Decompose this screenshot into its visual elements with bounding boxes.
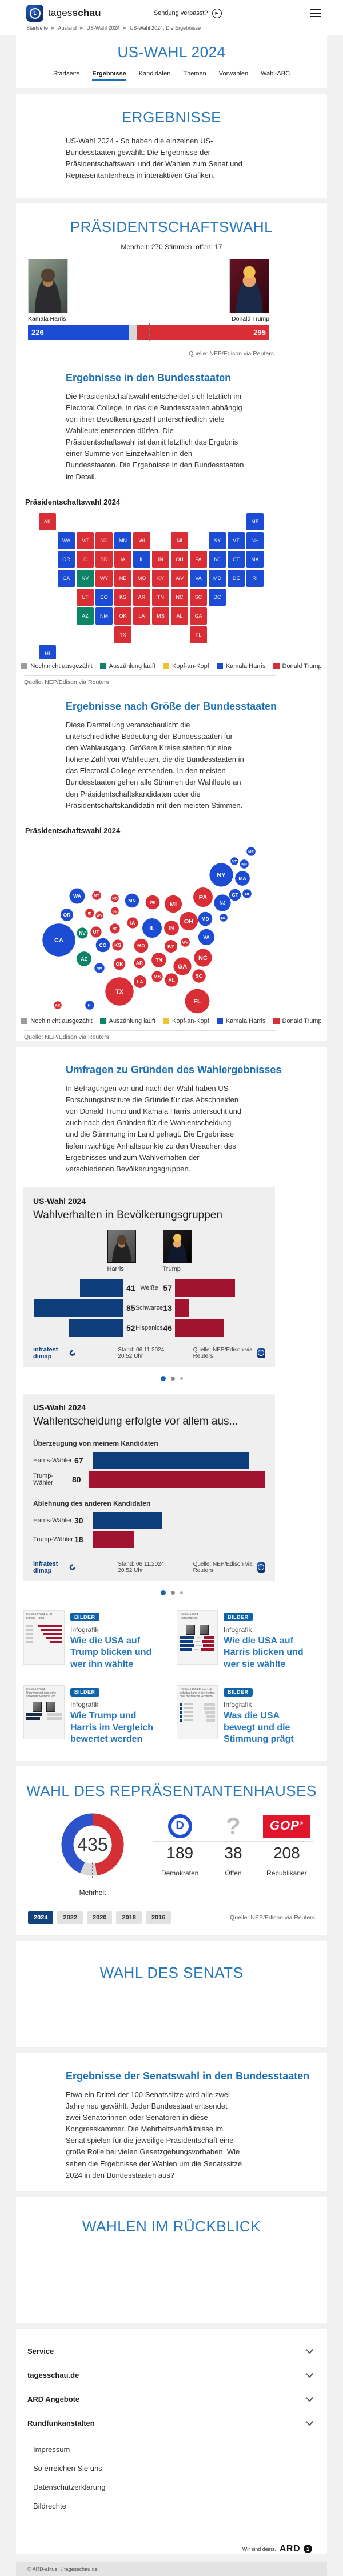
- svg-text:HI: HI: [45, 650, 50, 657]
- size-text: Diese Darstellung veranschaulicht die unterschiedliche Bedeutung der Bundesstaaten für den Wahlausgang. Größere Kreise stehen für eine höhere Zahl von Wahlleuten, die die Bundesstaaten in das Electoral College entsenden. In den meisten Bundesstaaten gehen alle Stimmen der Wahlleute an den Präsidentschaftskandidaten oder die Präsidentschaftskandidatin mit den meisten Stimmen.: [66, 720, 244, 810]
- review-title: WAHLEN IM RÜCKBLICK: [82, 2217, 261, 2235]
- teaser-kicker: Infografik: [224, 1625, 252, 1634]
- footer-link[interactable]: Impressum: [33, 2445, 70, 2454]
- infographic-headline: Wahlverhalten in Bevölkerungsgruppen: [33, 1209, 222, 1221]
- house-donut-block: [35, 1811, 150, 1897]
- teaser-kicker: Infografik: [70, 1701, 99, 1709]
- svg-text:SD: SD: [100, 556, 108, 562]
- svg-text:OH: OH: [184, 918, 194, 925]
- us-bubble-map[interactable]: [24, 838, 287, 1014]
- tab-startseite[interactable]: Startseite: [53, 70, 80, 77]
- states-text: Die Präsidentschaftswahl entscheidet sich letztlich im Electoral College, in das die Bundesstaaten abhängig von ihrer Bevölkerungszahl unterschiedlich viele Wahlleute entsenden dürfen. Die Präsidentschaftswahl ist damit letztlich das Ergebnis einer Summe von Einzelwahlen in den Bundesstaaten. Die Ergebnisse in den Bundesstaaten im Detail.: [66, 391, 244, 481]
- year-button-2018[interactable]: 2018: [116, 1911, 141, 1924]
- house-card: [16, 1766, 327, 1935]
- legend-swatch: [21, 1018, 27, 1024]
- svg-text:TN: TN: [157, 594, 164, 600]
- democrats-logo: D: [168, 1814, 192, 1838]
- svg-text:NE: NE: [112, 927, 118, 931]
- legend-swatch: [100, 663, 106, 669]
- svg-text:MN: MN: [119, 537, 127, 543]
- legend-item: Kamala Harris: [217, 1018, 266, 1025]
- dot-active[interactable]: [161, 1590, 166, 1595]
- footer-accordion: [16, 2339, 327, 2435]
- svg-text:NC: NC: [198, 954, 208, 962]
- open-label: Offen: [225, 1869, 242, 1877]
- svg-text:AR: AR: [135, 959, 143, 966]
- svg-text:TN: TN: [155, 957, 162, 963]
- teaser-thumbnail: US-Wahl 2024 Entwickelt sich das Land in die richtige oder die falsche Richtung?: [177, 1685, 218, 1739]
- trump-thumb-label: Trump: [162, 1265, 181, 1273]
- svg-text:SC: SC: [194, 594, 202, 600]
- svg-text:CA: CA: [62, 575, 70, 581]
- breadcrumb-arrow-icon: ▶: [79, 26, 83, 30]
- legend-swatch: [163, 1018, 169, 1024]
- svg-text:VT: VT: [232, 859, 237, 864]
- polls-card: [16, 1047, 327, 1761]
- breadcrumb-item[interactable]: Startseite: [26, 25, 49, 31]
- svg-text:ND: ND: [112, 897, 118, 901]
- play-icon[interactable]: ▶: [212, 9, 222, 18]
- footer-accordion-tagesschaude[interactable]: tagesschau.de: [27, 2363, 316, 2387]
- chevron-down-icon: [306, 2346, 313, 2354]
- svg-text:OR: OR: [62, 556, 70, 562]
- stand-label: Stand: 06.11.2024, 20:52 Uhr: [118, 1561, 166, 1574]
- sendung-verpasst-label: Sendung verpasst?: [153, 10, 208, 17]
- polls-heading: Umfragen zu Gründen des Wahlergebnisses: [66, 1063, 282, 1075]
- svg-text:AK: AK: [55, 1003, 61, 1008]
- tab-themen[interactable]: Themen: [183, 70, 206, 77]
- svg-text:UT: UT: [93, 929, 99, 935]
- demographics-row: 41 Weiße 57: [33, 1279, 265, 1297]
- year-button-2020[interactable]: 2020: [87, 1911, 112, 1924]
- svg-text:WY: WY: [96, 914, 103, 918]
- breadcrumb-item[interactable]: US-Wahl 2024: [86, 25, 120, 31]
- svg-text:WV: WV: [182, 941, 189, 945]
- svg-text:FL: FL: [193, 998, 201, 1005]
- quelle-label: Quelle: NEP/Edison via Reuters: [193, 1561, 253, 1574]
- svg-text:WI: WI: [149, 899, 156, 905]
- svg-text:IA: IA: [130, 919, 135, 926]
- hub-tabs: [16, 70, 327, 81]
- svg-text:MI: MI: [169, 901, 177, 908]
- legend-item: Noch nicht ausgezählt: [21, 663, 92, 670]
- decision-row: Harris-Wähler 67: [33, 1452, 265, 1469]
- breadcrumb-item[interactable]: Ausland: [58, 25, 77, 31]
- svg-text:CO: CO: [99, 942, 107, 948]
- candidate-thumbs: [33, 1230, 265, 1273]
- svg-text:ME: ME: [248, 850, 254, 854]
- svg-text:SD: SD: [112, 909, 118, 914]
- svg-text:OK: OK: [119, 613, 127, 619]
- svg-text:IL: IL: [149, 925, 155, 932]
- tab-vorwahlen[interactable]: Vorwahlen: [218, 70, 249, 77]
- teaser-headline[interactable]: Wie die USA auf Harris blicken und wer sie wählte: [224, 1635, 304, 1669]
- infographic-demographics: [23, 1187, 275, 1367]
- svg-text:WA: WA: [62, 537, 71, 543]
- svg-text:SC: SC: [196, 973, 202, 979]
- svg-text:MO: MO: [137, 942, 145, 949]
- dot[interactable]: [171, 1591, 175, 1595]
- svg-text:DC: DC: [213, 594, 221, 600]
- stand-label: Stand: 06.11.2024, 20:52 Uhr: [118, 1346, 166, 1359]
- svg-text:RI: RI: [252, 575, 258, 581]
- legend-swatch: [217, 663, 223, 669]
- decision-group: Überzeugung von meinem Kandidaten Harris-Wähler 67 Trump-Wähler 80: [33, 1439, 265, 1488]
- legend-item: Noch nicht ausgezählt: [21, 1018, 92, 1025]
- teaser-kicker: Infografik: [224, 1701, 252, 1709]
- footer-accordion-ardangebote[interactable]: ARD Angebote: [27, 2387, 316, 2411]
- teaser-headline[interactable]: Wie die USA auf Trump blicken und wer ihn wählte: [70, 1635, 152, 1669]
- svg-text:ND: ND: [100, 537, 108, 543]
- svg-text:PA: PA: [198, 894, 208, 901]
- svg-text:MT: MT: [94, 894, 99, 898]
- hub-card: [16, 35, 327, 88]
- year-filter: [28, 1911, 315, 1924]
- teaser-comparison[interactable]: [23, 1685, 156, 1745]
- ev-segment-harris: 226: [28, 325, 129, 340]
- senate-title: WAHL DES SENATS: [99, 1963, 244, 1981]
- year-button-2022[interactable]: 2022: [57, 1911, 82, 1924]
- svg-text:KS: KS: [119, 594, 127, 600]
- svg-text:OH: OH: [176, 556, 184, 562]
- svg-text:LA: LA: [137, 978, 143, 985]
- svg-text:AK: AK: [43, 518, 51, 525]
- intro-title: ERGEBNISSE: [121, 109, 222, 126]
- page-title: US-WAHL 2024: [117, 43, 226, 61]
- footer-link[interactable]: Datenschutzerklärung: [33, 2482, 106, 2491]
- svg-text:MS: MS: [157, 613, 165, 619]
- teaser-mood[interactable]: [177, 1685, 309, 1745]
- infratest-dimap-logo: infratest dimap: [33, 1561, 75, 1574]
- dimap-arc-icon: [69, 1563, 77, 1572]
- svg-text:CT: CT: [232, 891, 238, 898]
- gop-logo: GOP®: [263, 1815, 310, 1838]
- svg-text:ID: ID: [82, 556, 88, 562]
- senate-states-card: [16, 2053, 327, 2191]
- tab-ergebnisse[interactable]: Ergebnisse: [92, 70, 126, 81]
- site-footer: [16, 2329, 327, 2554]
- senate-states-heading: Ergebnisse der Senatswahl in den Bundesstaaten: [66, 2070, 310, 2082]
- carousel-dots[interactable]: [16, 1590, 327, 1595]
- svg-text:WY: WY: [99, 575, 109, 581]
- bubble-chart-title: Präsidentschaftswahl 2024: [25, 826, 121, 835]
- bilder-badge: BILDER: [224, 1688, 253, 1697]
- svg-text:KY: KY: [157, 575, 165, 581]
- house-stats: [153, 1811, 313, 1897]
- map-source-line: Quelle: NEP/Edison via Reuters: [24, 675, 276, 686]
- decision-row: Trump-Wähler 18: [33, 1531, 265, 1548]
- legend-swatch: [163, 663, 169, 669]
- teaser-headline[interactable]: Wie Trump und Harris im Vergleich bewertet werden: [70, 1711, 153, 1745]
- map-chart-title: Präsidentschaftswahl 2024: [25, 497, 121, 506]
- svg-text:FL: FL: [195, 631, 202, 638]
- svg-text:MD: MD: [213, 575, 221, 581]
- ev-segment-trump: 295: [137, 325, 269, 340]
- svg-text:435: 435: [77, 1834, 108, 1855]
- footer-link[interactable]: So erreichen Sie uns: [33, 2463, 102, 2473]
- svg-text:GA: GA: [177, 963, 188, 970]
- year-button-2024[interactable]: 2024: [28, 1911, 53, 1924]
- teaser-thumbnail: US-Wahl 2024 Überwiegend gute oder schlechte Meinung von...: [23, 1685, 65, 1739]
- svg-text:IN: IN: [158, 556, 163, 562]
- teaser-harris-profile[interactable]: [177, 1610, 309, 1670]
- hamburger-menu-icon[interactable]: [310, 9, 321, 17]
- footer-accordion-service[interactable]: Service: [27, 2339, 316, 2363]
- legend-swatch: [273, 1018, 280, 1024]
- svg-text:OK: OK: [115, 961, 123, 967]
- dot[interactable]: [180, 1591, 183, 1594]
- svg-text:KY: KY: [167, 943, 174, 949]
- footer-links: [27, 2435, 316, 2518]
- svg-text:ME: ME: [251, 518, 259, 525]
- electoral-college-bar[interactable]: [28, 325, 269, 340]
- tagesschau-mini-icon: [257, 1348, 265, 1358]
- teaser-trump-profile[interactable]: [23, 1610, 156, 1670]
- harris-photo: [28, 259, 68, 313]
- breadcrumb-arrow-icon: ▶: [123, 26, 126, 30]
- svg-text:CO: CO: [100, 594, 108, 600]
- svg-text:AL: AL: [168, 977, 175, 983]
- carousel-dots[interactable]: [16, 1376, 327, 1381]
- bubble-results-block: [16, 701, 327, 1041]
- open-seats: 38: [224, 1843, 242, 1862]
- svg-text:PA: PA: [195, 556, 202, 562]
- svg-text:NE: NE: [119, 575, 127, 581]
- chevron-down-icon: [306, 2418, 313, 2426]
- chevron-down-icon: [306, 2370, 313, 2378]
- legend-item: Donald Trump: [273, 663, 322, 670]
- dem-seats: 189: [166, 1843, 194, 1862]
- dot[interactable]: [171, 1377, 175, 1381]
- bubble-legend: [16, 1018, 327, 1025]
- svg-text:OR: OR: [63, 911, 71, 918]
- svg-text:DE: DE: [221, 916, 226, 921]
- svg-text:UT: UT: [82, 594, 89, 600]
- svg-text:KS: KS: [114, 942, 121, 948]
- map-legend: [16, 663, 327, 670]
- svg-text:NM: NM: [100, 613, 108, 619]
- svg-text:NH: NH: [241, 862, 247, 867]
- legend-item: Auszählung läuft: [100, 663, 155, 670]
- legend-item: Auszählung läuft: [100, 1018, 155, 1025]
- svg-text:IL: IL: [139, 556, 144, 562]
- legend-swatch: [217, 1018, 223, 1024]
- svg-text:VA: VA: [203, 934, 210, 940]
- legend-swatch: [21, 663, 27, 669]
- bilder-badge: BILDER: [70, 1688, 99, 1697]
- intro-card: [16, 94, 327, 198]
- teaser-headline[interactable]: Was die USA bewegt und die Stimmung prägt: [224, 1711, 294, 1745]
- legend-swatch: [100, 1018, 106, 1024]
- infographic-headline: Wahlentscheidung erfolgte vor allem aus...: [33, 1415, 238, 1427]
- house-donut-chart[interactable]: [50, 1811, 135, 1885]
- year-buttons: [28, 1911, 175, 1924]
- dimap-arc-icon: [69, 1349, 77, 1358]
- candidates-block: [28, 259, 274, 323]
- dot-active[interactable]: [161, 1376, 166, 1381]
- svg-text:DE: DE: [232, 575, 240, 581]
- svg-text:MN: MN: [128, 897, 136, 903]
- senate-card: [16, 1941, 327, 2047]
- legend-item: Kamala Harris: [217, 663, 266, 670]
- source-line: Quelle: NEP/Edison via Reuters: [28, 347, 274, 357]
- svg-text:MA: MA: [251, 556, 259, 562]
- infographic-decision: [23, 1394, 275, 1581]
- sendung-verpasst-link[interactable]: [154, 9, 222, 18]
- legend-item: Donald Trump: [273, 1018, 322, 1025]
- president-card: [16, 203, 327, 1041]
- trump-name: Donald Trump: [232, 315, 269, 322]
- demographics-row: 52 Hispanics 46: [33, 1319, 265, 1337]
- majority-label: Mehrheit: [79, 1888, 106, 1897]
- house-title: WAHL DES REPRÄSENTANTENHAUSES: [26, 1782, 317, 1799]
- svg-text:VT: VT: [233, 537, 240, 543]
- rep-label: Republikaner: [266, 1869, 307, 1877]
- svg-text:MO: MO: [137, 575, 146, 581]
- infratest-dimap-logo: infratest dimap: [33, 1346, 75, 1360]
- svg-text:NY: NY: [213, 537, 221, 543]
- demographics-row: 85 Schwarze 13: [33, 1299, 265, 1317]
- svg-text:TX: TX: [115, 988, 124, 995]
- majority-note: Mehrheit: 270 Stimmen, offen: 17: [121, 242, 222, 251]
- infographic-kicker: US-Wahl 2024: [33, 1196, 86, 1206]
- svg-text:WV: WV: [175, 575, 184, 581]
- decision-row: Harris-Wähler 30: [33, 1512, 265, 1529]
- ard-logo: ARD: [279, 2543, 300, 2554]
- copyright-bar: © ARD-aktuell / tagesschau.de: [16, 2562, 327, 2576]
- svg-text:NJ: NJ: [219, 899, 226, 906]
- tagesschau-app-icon: 1: [26, 5, 43, 22]
- svg-text:MD: MD: [201, 915, 209, 922]
- svg-text:LA: LA: [138, 613, 145, 619]
- harris-name: Kamala Harris: [28, 315, 66, 322]
- breadcrumb-item[interactable]: US-Wahl 2024: Die Ergebnisse: [129, 25, 201, 31]
- svg-text:NC: NC: [176, 594, 184, 600]
- svg-text:IN: IN: [169, 925, 174, 931]
- brand-name: tagesschau: [48, 7, 101, 18]
- trump-thumb: [163, 1230, 192, 1263]
- majority-marker: [149, 323, 150, 341]
- chevron-down-icon: [306, 2394, 313, 2402]
- bilder-badge: BILDER: [224, 1613, 253, 1621]
- bubble-source-line: Quelle: NEP/Edison via Reuters: [24, 1030, 276, 1041]
- decision-group: Ablehnung des anderen Kandidaten Harris-Wähler 30 Trump-Wähler 18: [33, 1499, 265, 1548]
- legend-swatch: [273, 663, 280, 669]
- dem-label: Demokraten: [161, 1869, 199, 1877]
- tagesschau-logo[interactable]: [26, 5, 101, 22]
- svg-text:AZ: AZ: [82, 613, 89, 619]
- svg-text:HI: HI: [87, 1003, 92, 1008]
- svg-text:RI: RI: [245, 892, 249, 897]
- rep-seats: 208: [273, 1843, 300, 1862]
- infographic-footer: [33, 1346, 265, 1360]
- open-question-icon: ?: [226, 1812, 241, 1839]
- svg-text:MI: MI: [177, 537, 182, 543]
- senate-states-text: Etwa ein Drittel der 100 Senatssitze wird alle zwei Jahre neu gewählt. Jeder Bundesstaat entsendet zwei Senatorinnen oder Senatoren in diese Kongresskammer. Die Mehrheitsverhältnisse im Senat spielen für die jeweilige Präsidentschaft eine große Rolle bei vielen Gesetzgebungsvorhaben. Wie sehen die Ergebnisse der Wahlen um die Senatssitze 2024 in den Bundesstaaten aus?: [66, 2090, 242, 2179]
- bilder-badge: BILDER: [70, 1613, 99, 1621]
- decision-chart: [33, 1439, 265, 1548]
- svg-text:MS: MS: [153, 973, 161, 979]
- svg-text:IA: IA: [120, 556, 126, 562]
- teaser-kicker: Infografik: [70, 1625, 99, 1634]
- svg-text:NV: NV: [79, 930, 86, 936]
- breadcrumb-arrow-icon: ▶: [51, 26, 55, 30]
- tagesschau-mini-icon: [257, 1562, 265, 1573]
- svg-text:ID: ID: [87, 911, 92, 916]
- legend-item: Kopf-an-Kopf: [163, 663, 209, 670]
- intro-text: US-Wahl 2024 - So haben die einzelnen US-Bundesstaaten gewählt: Die Ergebnisse der Präsidentschaftswahl und der Wahlen zum Senat und Repräsentantenhaus in interaktiven Grafiken.: [66, 137, 242, 180]
- svg-text:NM: NM: [96, 966, 103, 971]
- year-button-2016[interactable]: 2016: [146, 1911, 171, 1924]
- svg-text:NH: NH: [251, 537, 259, 543]
- size-heading: Ergebnisse nach Größe der Bundesstaaten: [66, 700, 277, 712]
- house-source: Quelle: NEP/Edison via Reuters: [230, 1914, 315, 1921]
- svg-text:CA: CA: [54, 937, 63, 944]
- us-states-map[interactable]: [38, 512, 266, 659]
- donut-slice-Offen: [82, 1867, 96, 1870]
- harris-thumb: [107, 1230, 136, 1263]
- teaser-thumbnail: US-Wahl 2024 Profilvergleich: [177, 1610, 218, 1665]
- svg-text:GA: GA: [194, 613, 202, 619]
- polls-text: In Befragungen vor und nach der Wahl haben US-Forschungsinstitute die Gründe für das Abschneiden von Donald Trump und Kamala Harris untersucht und auch nach den Gründen für die Wahlentscheidung und die Stimmung im Land gefragt. Die Ergebnisse liefern wichtige Anhaltspunkte zu den Ursachen des Ergebnisses und zum Wahlverhalten der verschiedenen Bevölkerungsgruppen.: [66, 1083, 242, 1173]
- svg-text:CT: CT: [233, 556, 240, 562]
- svg-text:TX: TX: [119, 631, 126, 638]
- svg-text:WI: WI: [138, 537, 145, 543]
- review-card: [16, 2197, 327, 2323]
- breadcrumb: [0, 24, 343, 35]
- svg-text:AZ: AZ: [81, 955, 87, 962]
- state-results-block: [16, 372, 327, 686]
- dot[interactable]: [180, 1377, 183, 1380]
- quelle-label: Quelle: NEP/Edison via Reuters: [193, 1346, 253, 1359]
- svg-text:WA: WA: [73, 893, 81, 899]
- footer-link[interactable]: Bildrechte: [33, 2501, 66, 2510]
- svg-text:MA: MA: [238, 875, 246, 881]
- demographics-chart: [33, 1279, 265, 1337]
- tab-kandidaten[interactable]: Kandidaten: [138, 70, 171, 77]
- footer-accordion-rundfunkanstalten[interactable]: Rundfunkanstalten: [27, 2411, 316, 2435]
- legend-item: Kopf-an-Kopf: [163, 1018, 209, 1025]
- trump-photo: [229, 259, 269, 313]
- teaser-thumbnail: US-Wahl 2024 Profil Donald Trump: [23, 1610, 65, 1665]
- decision-row: Trump-Wähler 80: [33, 1471, 265, 1488]
- svg-text:VA: VA: [195, 575, 202, 581]
- svg-text:NJ: NJ: [214, 556, 221, 562]
- states-heading: Ergebnisse in den Bundesstaaten: [66, 371, 232, 383]
- svg-text:NY: NY: [217, 871, 226, 879]
- infographic-kicker: US-Wahl 2024: [33, 1402, 86, 1412]
- ard-circle-icon: 1: [304, 2545, 312, 2553]
- president-title: PRÄSIDENTSCHAFTSWAHL: [70, 218, 273, 235]
- svg-text:AL: AL: [176, 613, 183, 619]
- svg-text:MT: MT: [81, 537, 89, 543]
- harris-thumb-label: Harris: [107, 1265, 124, 1273]
- teaser-grid: [23, 1610, 309, 1746]
- svg-text:AR: AR: [138, 594, 146, 600]
- ard-tagline: Wir sind deins.: [242, 2546, 276, 2552]
- svg-text:NV: NV: [81, 575, 89, 581]
- top-bar: [0, 0, 343, 24]
- tab-wahl-abc[interactable]: Wahl-ABC: [261, 70, 290, 77]
- infographic-footer: [33, 1561, 265, 1574]
- ev-segment-open: [129, 325, 137, 340]
- ard-brand: [31, 2544, 312, 2554]
